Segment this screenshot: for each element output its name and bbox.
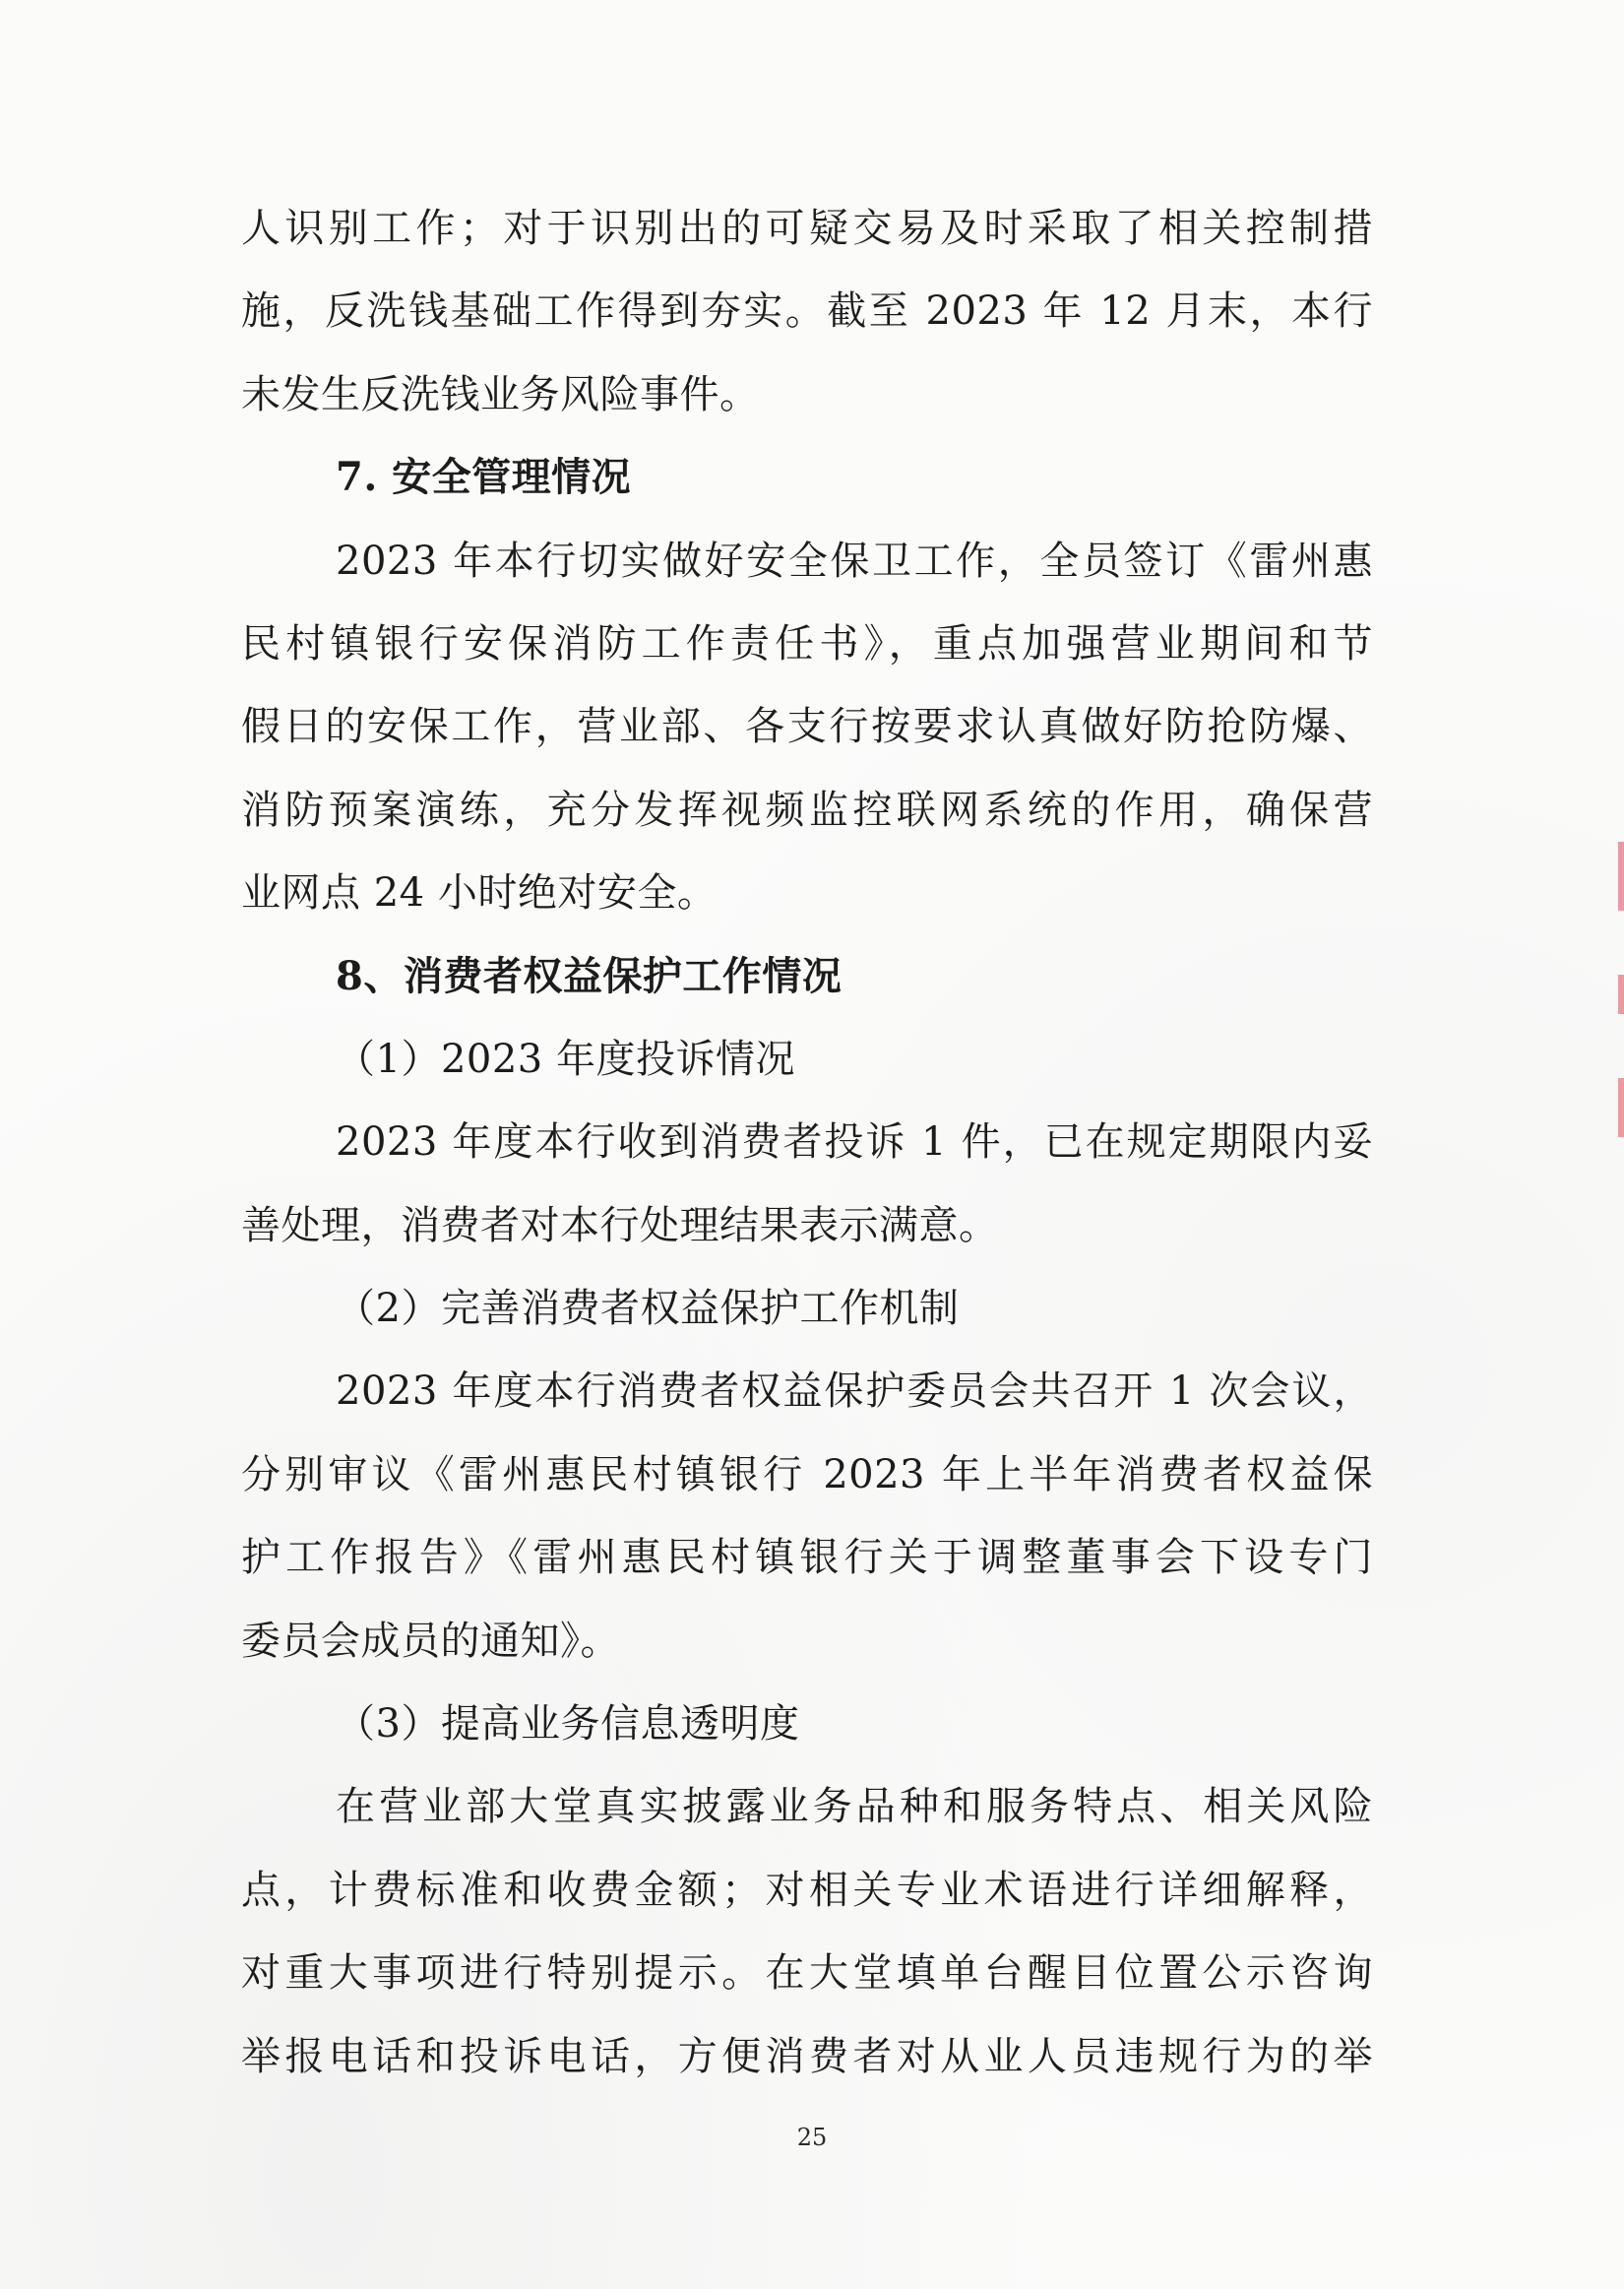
body-line: 护工作报告》《雷州惠民村镇银行关于调整董事会下设专门 [241, 1535, 1373, 1581]
body-line: 分别审议《雷州惠民村镇银行 2023 年上半年消费者权益保 [241, 1451, 1373, 1497]
body-line: 施，反洗钱基础工作得到夯实。截至 2023 年 12 月末，本行 [241, 288, 1373, 335]
body-line: 2023 年度本行消费者权益保护委员会共召开 1 次会议， [336, 1368, 1373, 1415]
body-line: 委员会成员的通知》。 [241, 1618, 620, 1664]
body-line: 未发生反洗钱业务风险事件。 [241, 371, 760, 417]
body-line: 2023 年度本行收到消费者投诉 1 件，已在规定期限内妥 [336, 1119, 1373, 1166]
body-line: 善处理，消费者对本行处理结果表示满意。 [241, 1202, 999, 1248]
scan-edge-mark [1618, 842, 1624, 911]
section-heading-consumer-protection: 8、消费者权益保护工作情况 [336, 952, 843, 999]
scan-edge-mark [1618, 1078, 1624, 1137]
body-line: 假日的安保工作，营业部、各支行按要求认真做好防抢防爆、 [241, 704, 1373, 750]
body-line: 在营业部大堂真实披露业务品种和服务特点、相关风险 [336, 1784, 1373, 1830]
document-body [241, 187, 1373, 2098]
body-line: 举报电话和投诉电话，方便消费者对从业人员违规行为的举 [241, 2033, 1373, 2079]
page-number: 25 [796, 2124, 828, 2151]
subsection-heading-mechanism: （2）完善消费者权益保护工作机制 [336, 1286, 960, 1332]
body-line: 2023 年本行切实做好安全保卫工作，全员签订《雷州惠 [336, 538, 1373, 584]
subsection-heading-transparency: （3）提高业务信息透明度 [336, 1701, 800, 1748]
body-line: 人识别工作；对于识别出的可疑交易及时采取了相关控制措 [241, 206, 1373, 251]
subsection-heading-complaints: （1）2023 年度投诉情况 [336, 1036, 795, 1082]
body-line: 业网点 24 小时绝对安全。 [241, 870, 718, 917]
body-line: 民村镇银行安保消防工作责任书》，重点加强营业期间和节 [241, 620, 1373, 667]
body-line: 对重大事项进行特别提示。在大堂填单台醒目位置公示咨询 [241, 1950, 1373, 1997]
section-heading-security: 7. 安全管理情况 [336, 454, 632, 501]
body-line: 消防预案演练，充分发挥视频监控联网系统的作用，确保营 [241, 787, 1373, 833]
scan-edge-mark [1618, 975, 1624, 1014]
body-line: 点，计费标准和收费金额；对相关专业术语进行详细解释， [241, 1867, 1373, 1913]
